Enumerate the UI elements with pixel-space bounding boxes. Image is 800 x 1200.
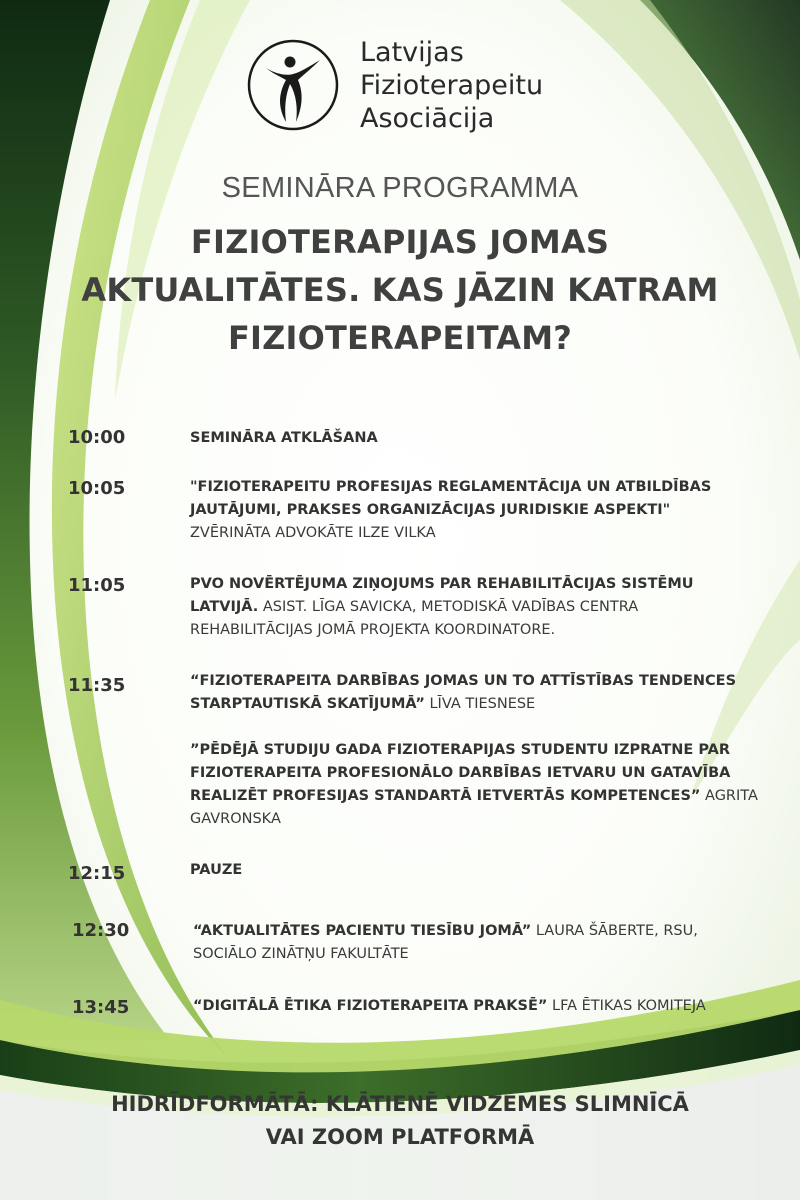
schedule-time: 12:15 — [68, 863, 126, 884]
schedule-time: 10:00 — [68, 427, 126, 448]
format-note-line-1: HIDRĪDFORMĀTĀ: KLĀTIENĒ VIDZEMES SLIMNĪCĀ — [111, 1092, 689, 1116]
schedule-item-speaker: AGRITA GAVRONSKA — [190, 788, 758, 827]
schedule-item-speaker: ZVĒRINĀTA ADVOKĀTE ILZE VILKA — [190, 525, 436, 541]
person-figure-icon — [246, 38, 340, 132]
schedule-item-title: “FIZIOTERAPEITA DARBĪBAS JOMAS UN TO ATTĪSTĪBAS TENDENCES STARPTAUTISKĀ SKATĪJUMĀ” — [190, 673, 737, 712]
logo-line-2: Fizioterapeitu — [360, 70, 544, 101]
schedule-time: 11:35 — [68, 675, 126, 696]
program-subtitle: SEMINĀRA PROGRAMMA — [221, 172, 579, 204]
schedule-time: 12:30 — [72, 920, 130, 941]
schedule-item — [190, 476, 750, 545]
logo-line-1: Latvijas — [360, 37, 464, 68]
format-note-line-2: VAI ZOOM PLATFORMĀ — [265, 1125, 535, 1149]
schedule-item-title: “AKTUALITĀTES PACIENTU TIESĪBU JOMĀ” — [193, 923, 532, 939]
schedule-item-speaker: LAURA ŠĀBERTE, RSU, SOCIĀLO ZINĀTŅU FAKULTĀTE — [193, 923, 698, 962]
schedule-item — [190, 859, 750, 882]
logo-line-3: Asociācija — [360, 103, 495, 134]
schedule-time: 10:05 — [68, 478, 126, 499]
schedule-item — [190, 573, 750, 642]
schedule-item-speaker: ASIST. LĪGA SAVICKA, METODISKĀ VADĪBAS CENTRA REHABILITĀCIJAS JOMĀ PROJEKTA KOORDINATORE. — [190, 599, 639, 638]
schedule-item — [190, 427, 750, 450]
schedule-item-title: “DIGITĀLĀ ĒTIKA FIZIOTERAPEITA PRAKSĒ” — [193, 998, 548, 1014]
schedule-item-title: "FIZIOTERAPEITU PROFESIJAS REGLAMENTĀCIJA UN ATBILDĪBAS JAUTĀJUMI, PRAKSES ORGANIZĀCIJAS JURIDISKIE ASPEKTI" — [190, 479, 712, 518]
format-note — [60, 1088, 740, 1154]
schedule-item-speaker: LĪVA TIESNESE — [424, 696, 536, 712]
schedule-item — [193, 995, 753, 1018]
organization-name — [360, 36, 543, 135]
seminar-title: FIZIOTERAPIJAS JOMAS AKTUALITĀTES. KAS JĀZIN KATRAM FIZIOTERAPEITAM? — [81, 223, 719, 357]
schedule-item-title: PAUZE — [190, 862, 243, 878]
schedule-item — [190, 670, 750, 716]
lfa-logo — [246, 38, 576, 134]
schedule-time: 13:45 — [72, 997, 130, 1018]
schedule-item-title: ”PĒDĒJĀ STUDIJU GADA FIZIOTERAPIJAS STUDENTU IZPRATNE PAR FIZIOTERAPEITA PROFESIONĀLO DARBĪBAS IETVARU UN GATAVĪBA REALIZĒT PROFESIJAS STANDARTĀ IETVERTĀS KOMPETENCES” — [190, 742, 731, 804]
schedule-item-title: SEMINĀRA ATKLĀŠANA — [190, 430, 378, 446]
schedule-item-speaker: LFA ĒTIKAS KOMITEJA — [547, 998, 706, 1014]
schedule-item — [190, 739, 760, 831]
schedule-time: 11:05 — [68, 575, 126, 596]
schedule-item-title: PVO NOVĒRTĒJUMA ZIŅOJUMS PAR REHABILITĀCIJAS SISTĒMU LATVIJĀ. — [190, 576, 694, 615]
schedule-item — [193, 920, 753, 966]
